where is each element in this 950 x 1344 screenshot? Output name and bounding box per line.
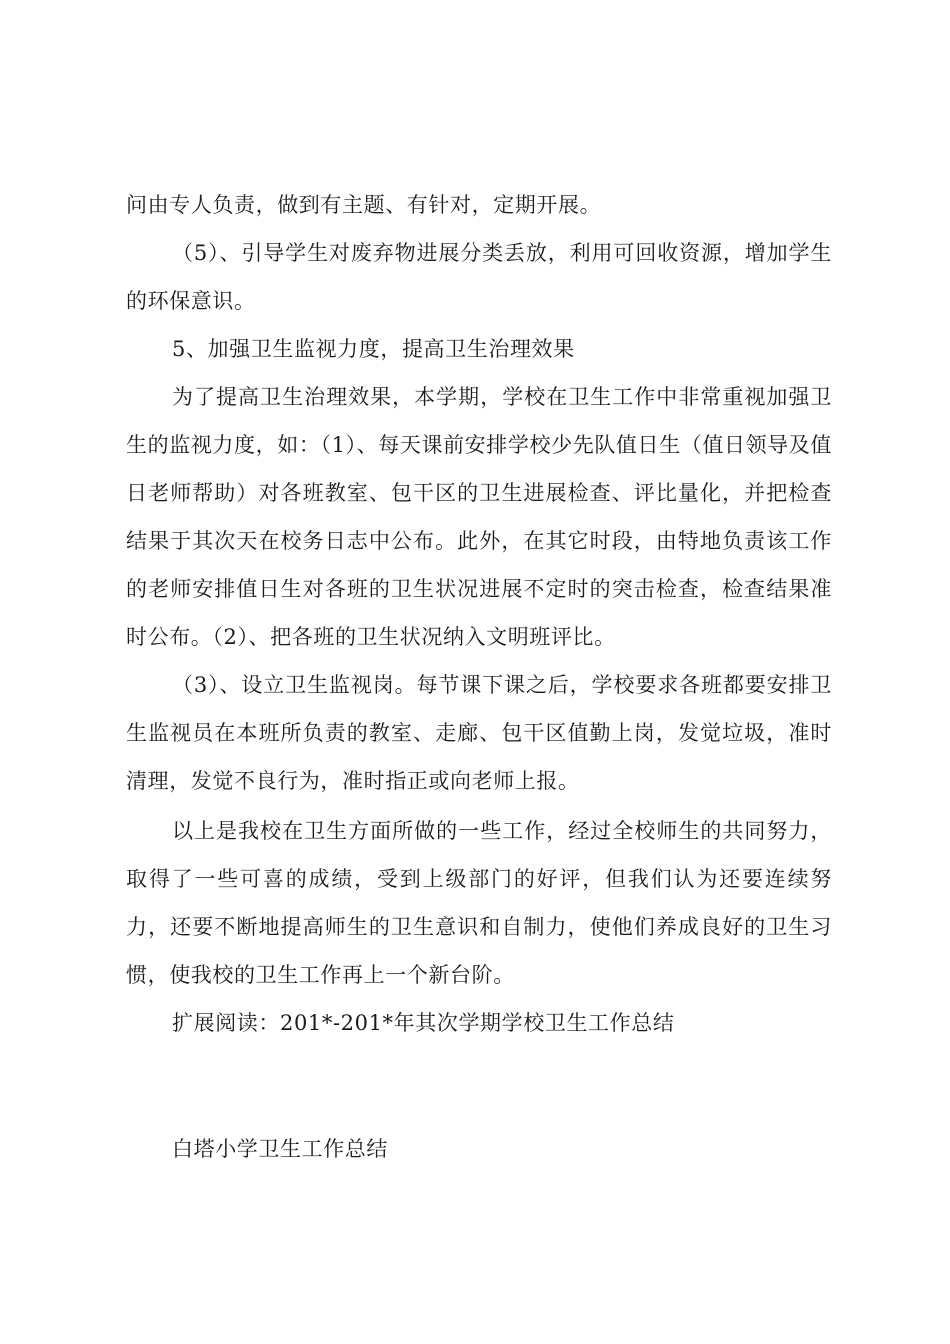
paragraph-item-5: （5）、引导学生对废弃物进展分类丢放，利用可回收资源，增加学生的环保意识。 (126, 241, 832, 313)
section-heading: 5、加强卫生监视力度，提高卫生治理效果 (172, 337, 575, 361)
paragraph-supervision: 为了提高卫生治理效果，本学期，学校在卫生工作中非常重视加强卫生的监视力度，如：（1）、每天课前安排学校少先队值日生（值日领导及值日老师帮助）对各班教室、包干区的卫生进展检查、评比量化，并把检查结果于其次天在校务日志中公布。此外，在其它时段，由特地负责该工作的老师安排值日生对各班的卫生状况进展不定时的突击检查，检查结果准时公布。（2）、把各班的卫生状况纳入文明班评比。 (126, 385, 832, 649)
paragraph-continuation: 问由专人负责，做到有主题、有针对，定期开展。 (126, 193, 602, 217)
extended-reading-line: 扩展阅读：201*-201*年其次学期学校卫生工作总结 (172, 1011, 675, 1035)
paragraph-conclusion: 以上是我校在卫生方面所做的一些工作，经过全校师生的共同努力，取得了一些可喜的成绩，受到上级部门的好评，但我们认为还要连续努力，还要不断地提高师生的卫生意识和自制力，使他们养成良好的卫生习惯，使我校的卫生工作再上一个新台阶。 (126, 819, 832, 987)
paragraph-item-3: （3）、设立卫生监视岗。每节课下课之后，学校要求各班都要安排卫生监视员在本班所负责的教室、走廊、包干区值勤上岗，发觉垃圾，准时清理，发觉不良行为，准时指正或向老师上报。 (126, 673, 832, 793)
document-subtitle: 白塔小学卫生工作总结 (172, 1137, 388, 1161)
